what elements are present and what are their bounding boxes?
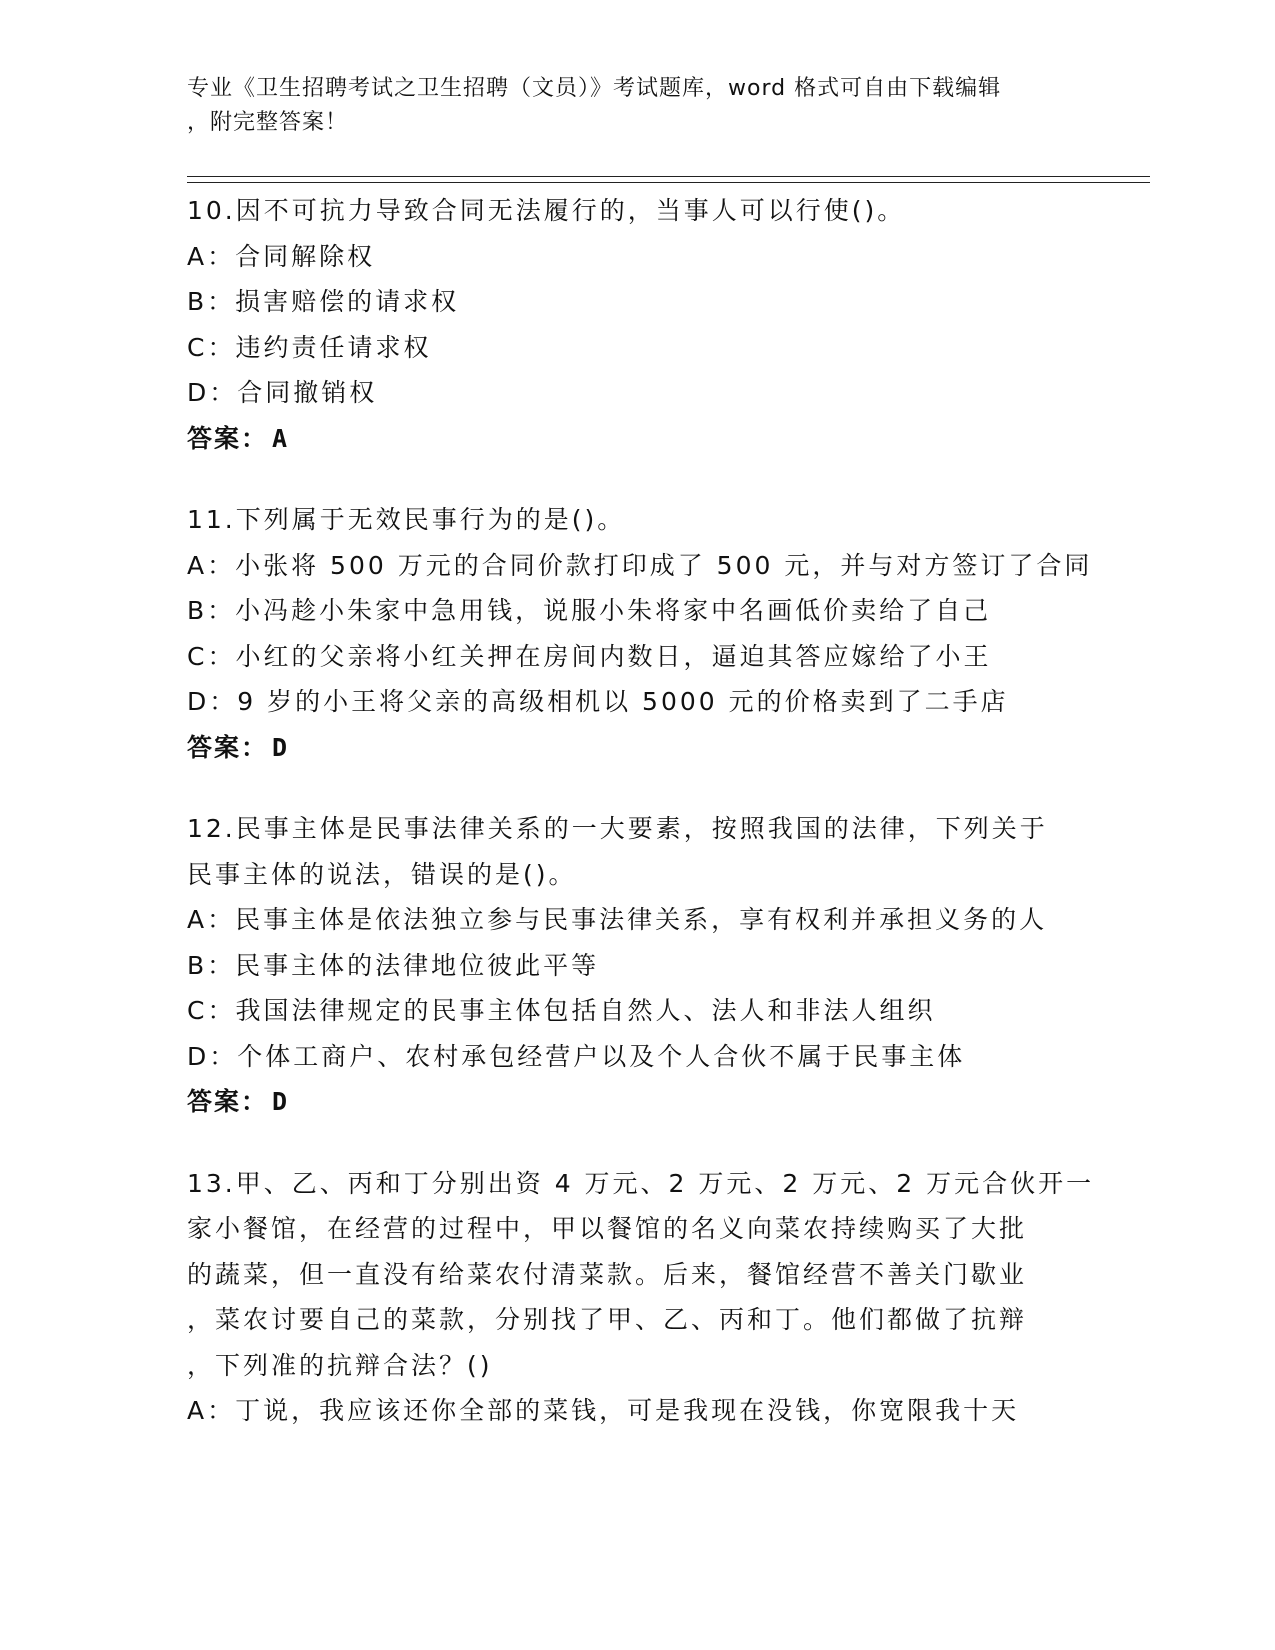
option-a: A：合同解除权 [187,241,376,271]
option-a: A：丁说，我应该还你全部的菜钱，可是我现在没钱，你宽限我十天 [187,1396,1020,1425]
question-block [187,188,1107,461]
answer-label: 答案： [187,423,269,453]
option-b: B：小冯趁小朱家中急用钱，说服小朱将家中名画低价卖给了自己 [187,596,992,625]
answer-line [187,1079,1107,1125]
question-stem-line-2: 家小餐馆，在经营的过程中，甲以餐馆的名义向菜农持续购买了大批 [187,1214,1028,1243]
option-a: A：小张将 500 万元的合同价款打印成了 500 元，并与对方签订了合同 [187,550,1093,580]
option-c: C：违约责任请求权 [187,332,432,362]
header-divider-bottom [187,182,1150,183]
option-d: D：合同撤销权 [187,378,378,407]
answer-line [187,416,1107,462]
question-stem-line-1: 12.民事主体是民事法律关系的一大要素，按照我国的法律，下列关于 [187,814,1048,843]
question-list [187,188,1107,1470]
question-block [187,1161,1107,1434]
option-c: C：我国法律规定的民事主体包括自然人、法人和非法人组织 [187,996,936,1025]
option-b: B：损害赔偿的请求权 [187,287,460,316]
header-line-2: ，附完整答案！ [187,110,349,135]
option-d: D：9 岁的小王将父亲的高级相机以 5000 元的价格卖到了二手店 [187,687,1009,716]
question-stem-line-3: 的蔬菜，但一直没有给菜农付清菜款。后来，餐馆经营不善关门歇业 [187,1259,1028,1289]
question-stem-line-4: ，菜农讨要自己的菜款，分别找了甲、乙、丙和丁。他们都做了抗辩 [187,1305,1028,1334]
question-stem: 11.下列属于无效民事行为的是()。 [187,505,626,534]
question-block [187,806,1107,1125]
option-c: C：小红的父亲将小红关押在房间内数日，逼迫其答应嫁给了小王 [187,641,992,671]
document-header [187,72,1087,140]
question-block [187,497,1107,770]
option-d: D：个体工商户、农村承包经营户以及个人合伙不属于民事主体 [187,1041,966,1071]
question-stem-line-5: ，下列准的抗辩合法？() [187,1350,493,1380]
question-stem: 10.因不可抗力导致合同无法履行的，当事人可以行使()。 [187,196,906,225]
answer-value: D [272,1087,288,1116]
answer-label: 答案： [187,732,269,762]
answer-line [187,725,1107,771]
question-stem-line-1: 13.甲、乙、丙和丁分别出资 4 万元、2 万元、2 万元、2 万元合伙开一 [187,1168,1095,1198]
answer-value: D [272,732,288,762]
question-stem-line-2: 民事主体的说法，错误的是()。 [187,859,577,889]
option-a: A：民事主体是依法独立参与民事法律关系，享有权利并承担义务的人 [187,905,1048,934]
header-divider-top [187,176,1150,177]
answer-value: A [272,423,288,453]
header-line-1: 专业《卫生招聘考试之卫生招聘（文员）》考试题库，word 格式可自由下载编辑 [187,76,1002,101]
answer-label: 答案： [187,1087,269,1116]
option-b: B：民事主体的法律地位彼此平等 [187,950,600,980]
